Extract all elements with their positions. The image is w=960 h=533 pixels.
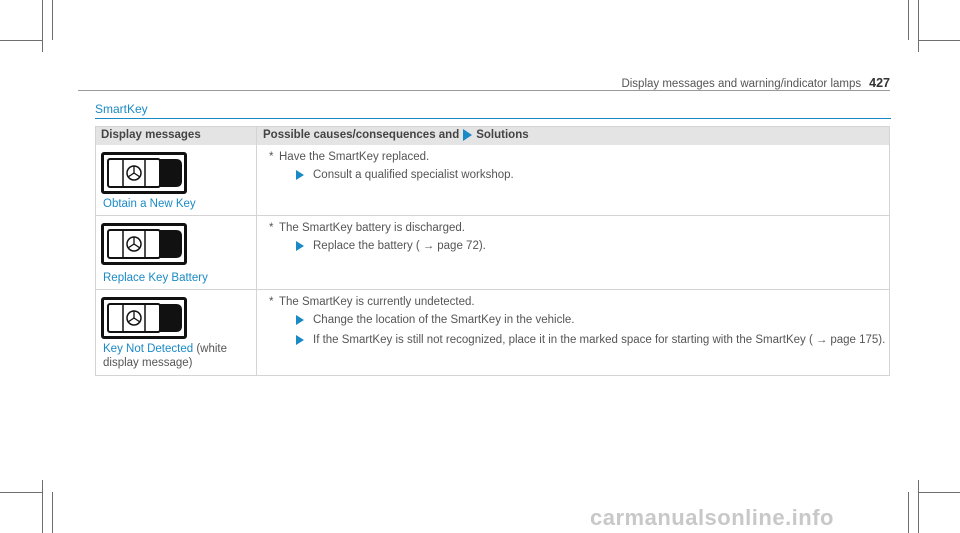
- crop-mark: [52, 0, 53, 40]
- header-rule: [78, 90, 890, 91]
- crop-mark: [918, 0, 919, 52]
- cause-text: * The SmartKey battery is discharged.: [269, 222, 465, 234]
- page-ref-link[interactable]: page 72).: [437, 240, 486, 252]
- smartkey-icon: [101, 297, 187, 339]
- crop-mark: [908, 492, 909, 533]
- message-note-continued: display message): [103, 357, 193, 369]
- crop-mark: [0, 492, 42, 493]
- section-rule: [95, 118, 891, 119]
- smartkey-icon: [101, 223, 187, 265]
- solution-step: Change the location of the SmartKey in the vehicle.: [296, 314, 574, 326]
- header-display-messages: Display messages: [101, 129, 201, 141]
- page-ref-arrow: →: [815, 334, 828, 346]
- message-table: [95, 126, 890, 376]
- watermark: carmanualsonline.info: [590, 505, 834, 530]
- solution-step: Consult a qualified specialist workshop.: [296, 169, 514, 181]
- table-header: [96, 127, 889, 145]
- crop-mark: [918, 492, 960, 493]
- header-causes-text: Possible causes/consequences and: [263, 129, 460, 141]
- crop-mark: [918, 480, 919, 533]
- header-solutions-text: Solutions: [476, 129, 529, 141]
- crop-mark: [918, 40, 960, 41]
- crop-mark: [52, 492, 53, 533]
- display-message-obtain-new-key: Obtain a New Key: [103, 198, 196, 210]
- play-arrow-icon: [463, 129, 472, 141]
- crop-mark: [908, 0, 909, 40]
- solution-step: If the SmartKey is still not recognized, place it in the marked space for starting with the SmartKey ( → page 175).: [296, 334, 885, 346]
- cause-text: * The SmartKey is currently undetected.: [269, 296, 475, 308]
- section-title: SmartKey: [95, 102, 148, 116]
- play-arrow-icon: [296, 335, 304, 345]
- page-ref-link[interactable]: page 175).: [830, 334, 886, 346]
- play-arrow-icon: [296, 170, 304, 180]
- page-number: 427: [869, 76, 890, 90]
- cause-text: * Have the SmartKey replaced.: [269, 151, 430, 163]
- running-header-text: Display messages and warning/indicator lamps: [621, 78, 862, 90]
- display-message-replace-key-battery: Replace Key Battery: [103, 272, 208, 284]
- table-row: [96, 216, 889, 289]
- play-arrow-icon: [296, 241, 304, 251]
- crop-mark: [42, 0, 43, 52]
- header-causes: [263, 129, 529, 141]
- display-message-key-not-detected: Key Not Detected (white: [103, 343, 228, 355]
- solution-step: Replace the battery ( → page 72).: [296, 240, 486, 252]
- smartkey-icon: [101, 152, 187, 194]
- table-row: [96, 145, 889, 215]
- running-header: [500, 76, 890, 90]
- play-arrow-icon: [296, 315, 304, 325]
- page-ref-arrow: →: [422, 240, 435, 252]
- crop-mark: [0, 40, 42, 41]
- message-note: (white: [196, 343, 228, 355]
- crop-mark: [42, 480, 43, 533]
- table-row: [96, 290, 889, 375]
